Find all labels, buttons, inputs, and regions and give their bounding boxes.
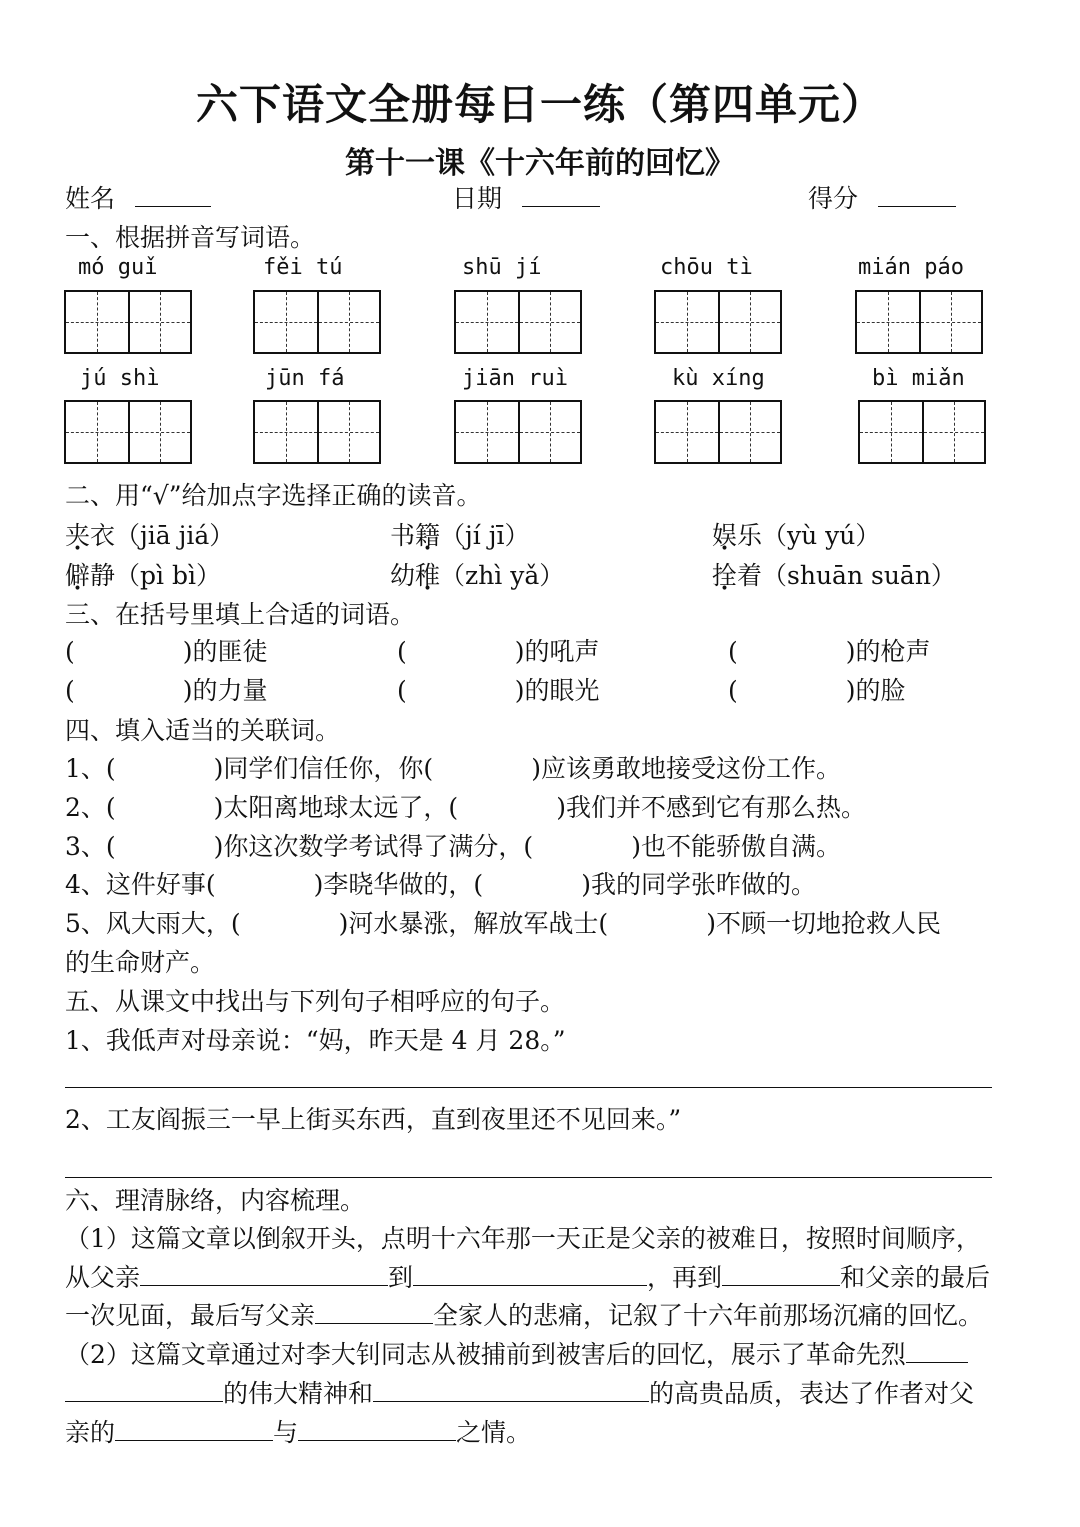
reading-choice[interactable]: 夹衣（jiā jiá） bbox=[65, 521, 235, 550]
writing-box[interactable] bbox=[253, 400, 381, 464]
writing-box[interactable] bbox=[64, 400, 192, 464]
fill-word-item[interactable]: ( )的脸 bbox=[728, 676, 906, 705]
conjunction-q5[interactable]: 5、风大雨大，( )河水暴涨，解放军战士( )不顾一切地抢救人民 bbox=[65, 909, 941, 938]
name-field[interactable] bbox=[65, 182, 211, 216]
conjunction-q4[interactable]: 4、这件好事( )李晓华做的，( )我的同学张昨做的。 bbox=[65, 870, 816, 899]
fill-word-item[interactable]: ( )的匪徒 bbox=[65, 637, 268, 666]
reading-choice[interactable]: 幼稚（zhì yǎ） bbox=[390, 561, 565, 590]
outline-p2-line2[interactable]: 的伟大精神和 的高贵品质，表达了作者对父 bbox=[65, 1377, 974, 1411]
echo-question-1: 1、我低声对母亲说：“妈，昨天是 4 月 28。” bbox=[65, 1026, 566, 1055]
reading-choice[interactable]: 娱乐（yù yú） bbox=[712, 521, 881, 550]
reading-choice[interactable]: 拴着（shuān suān） bbox=[712, 561, 956, 590]
pinyin-jianrui: jiān ruì bbox=[462, 366, 568, 391]
fill-word-item[interactable]: ( )的吼声 bbox=[397, 637, 600, 666]
outline-p2-line1[interactable]: （2）这篇文章通过对李大钊同志从被捕前到被害后的回忆，展示了革命先烈 bbox=[65, 1338, 968, 1372]
writing-box[interactable] bbox=[454, 290, 582, 354]
conjunction-q3[interactable]: 3、( )你这次数学考试得了满分，( )也不能骄傲自满。 bbox=[65, 832, 841, 861]
section6-heading: 六、理清脉络，内容梳理。 bbox=[65, 1186, 366, 1215]
reading-choice[interactable]: 书籍（jí jī） bbox=[390, 521, 530, 550]
reading-choice[interactable]: 僻静（pì bì） bbox=[65, 561, 221, 590]
outline-p1-line1: （1）这篇文章以倒叙开头，点明十六年那一天正是父亲的被难日，按照时间顺序， bbox=[65, 1224, 981, 1253]
date-field[interactable] bbox=[452, 182, 600, 216]
writing-box[interactable] bbox=[855, 290, 983, 354]
writing-box[interactable] bbox=[64, 290, 192, 354]
score-blank[interactable] bbox=[878, 182, 956, 207]
section3-heading: 三、在括号里填上合适的词语。 bbox=[65, 600, 416, 629]
pinyin-chouti: chōu tì bbox=[660, 255, 753, 280]
conjunction-q2[interactable]: 2、( )太阳离地球太远了，( )我们并不感到它有那么热。 bbox=[65, 793, 866, 822]
outline-p1-line2[interactable]: 从父亲 到 ，再到 和父亲的最后 bbox=[65, 1263, 991, 1292]
section1-heading: 一、根据拼音写词语。 bbox=[65, 223, 316, 252]
outline-p2-line3[interactable]: 亲的 与 之情。 bbox=[65, 1418, 532, 1447]
writing-box[interactable] bbox=[253, 290, 381, 354]
pinyin-shuji: shū jí bbox=[462, 255, 542, 280]
answer-line[interactable] bbox=[65, 1087, 992, 1088]
fill-word-item[interactable]: ( )的枪声 bbox=[728, 637, 931, 666]
conjunction-q1[interactable]: 1、( )同学们信任你，你( )应该勇敢地接受这份工作。 bbox=[65, 754, 841, 783]
writing-box[interactable] bbox=[858, 400, 986, 464]
date-label: 日期 bbox=[452, 184, 503, 213]
name-blank[interactable] bbox=[135, 182, 211, 207]
score-field[interactable] bbox=[808, 182, 956, 216]
outline-p1-line3[interactable]: 一次见面，最后写父亲 全家人的悲痛，记叙了十六年前那场沉痛的回忆。 bbox=[65, 1301, 984, 1330]
answer-line[interactable] bbox=[65, 1177, 992, 1178]
fill-word-item[interactable]: ( )的力量 bbox=[65, 676, 268, 705]
pinyin-mogui: mó guǐ bbox=[78, 255, 158, 280]
pinyin-jushi: jú shì bbox=[80, 366, 160, 391]
lesson-subtitle: 第十一课《十六年前的回忆》 bbox=[345, 146, 735, 181]
pinyin-junfa: jūn fá bbox=[265, 366, 345, 391]
worksheet-title: 六下语文全册每日一练（第四单元） bbox=[195, 80, 884, 129]
writing-box[interactable] bbox=[654, 400, 782, 464]
pinyin-kuxing: kù xíng bbox=[672, 366, 765, 391]
name-label: 姓名 bbox=[65, 184, 116, 213]
writing-box[interactable] bbox=[654, 290, 782, 354]
score-label: 得分 bbox=[808, 184, 859, 213]
echo-question-2: 2、工友阎振三一早上街买东西，直到夜里还不见回来。” bbox=[65, 1105, 682, 1134]
section2-heading: 二、用“√”给加点字选择正确的读音。 bbox=[65, 481, 482, 510]
fill-word-item[interactable]: ( )的眼光 bbox=[397, 676, 600, 705]
pinyin-feitu: fěi tú bbox=[263, 255, 343, 280]
date-blank[interactable] bbox=[522, 182, 600, 207]
writing-box[interactable] bbox=[454, 400, 582, 464]
section4-heading: 四、填入适当的关联词。 bbox=[65, 716, 341, 745]
pinyin-mianpao: mián páo bbox=[858, 255, 964, 280]
conjunction-q5-cont: 的生命财产。 bbox=[65, 948, 216, 977]
pinyin-bimian: bì miǎn bbox=[872, 366, 965, 391]
section5-heading: 五、从课文中找出与下列句子相呼应的句子。 bbox=[65, 987, 566, 1016]
